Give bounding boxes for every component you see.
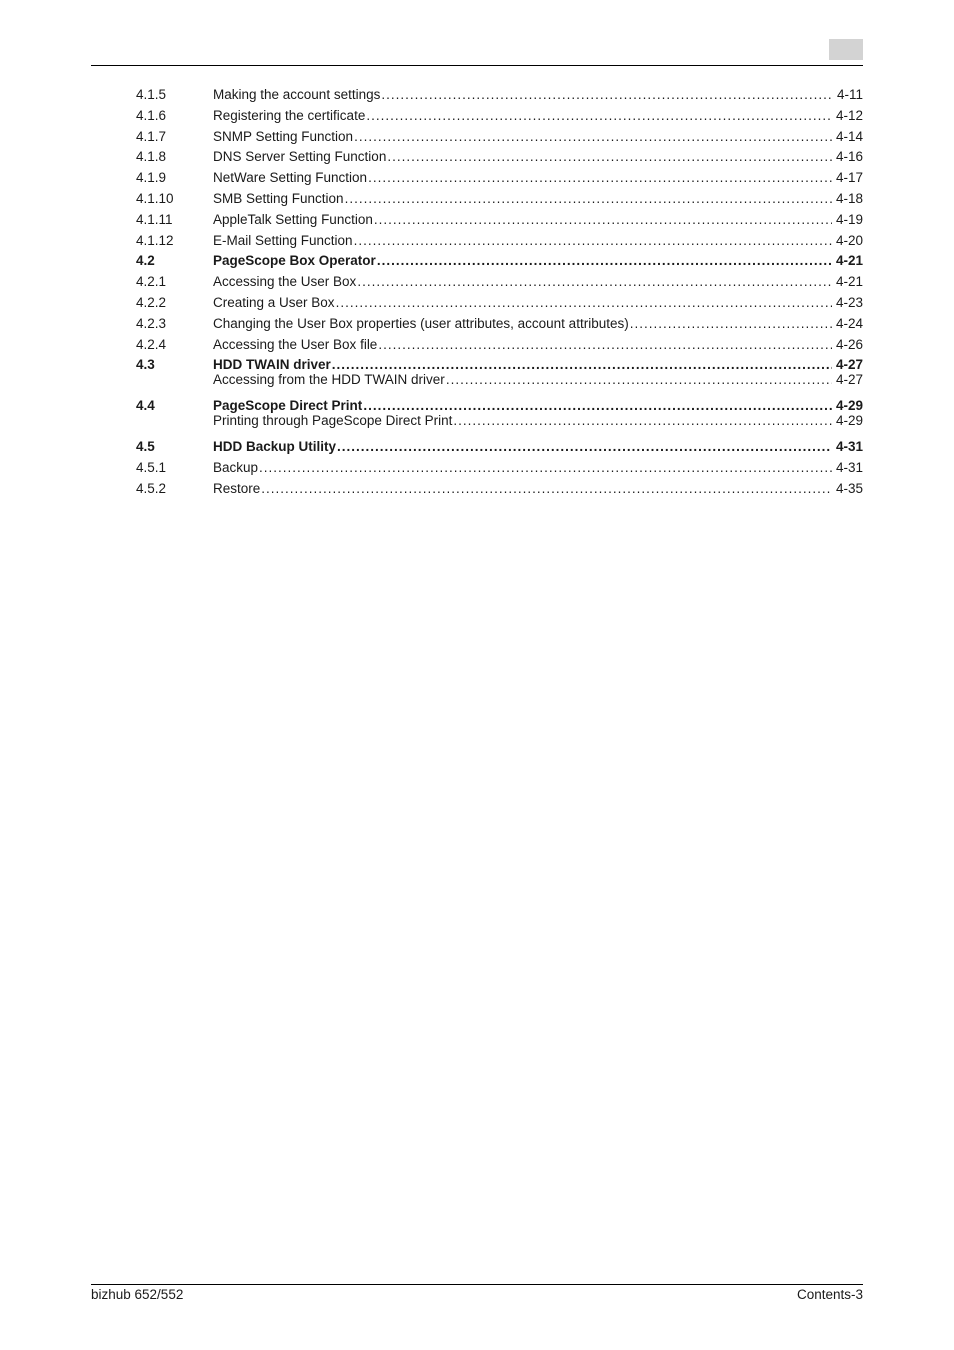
- toc-entry-number: 4.1.5: [136, 87, 167, 102]
- toc-entry[interactable]: [136, 314, 863, 335]
- toc-entry[interactable]: [136, 127, 863, 148]
- toc-entry-number: 4.2.1: [136, 274, 167, 290]
- toc-entry[interactable]: [136, 147, 863, 168]
- toc-entry-number: 4.5.1: [136, 459, 167, 475]
- dot-leader: [357, 272, 832, 293]
- toc-entry[interactable]: [136, 106, 863, 127]
- toc-entry-number: 4.1.12: [136, 232, 174, 248]
- toc-entry-number: 4.1.9: [136, 170, 167, 186]
- toc-entry-number: 4.2.3: [136, 315, 167, 331]
- toc-entry[interactable]: [136, 293, 863, 314]
- dot-leader: [381, 85, 833, 106]
- toc-entry-number: 4.5: [136, 438, 155, 454]
- toc-entry[interactable]: [136, 272, 863, 293]
- toc-entry-title: Registering the certificate: [213, 107, 366, 123]
- toc-entry-title: Changing the User Box properties (user attributes, account attributes): [213, 315, 629, 331]
- toc-entry-title: NetWare Setting Function: [213, 170, 368, 186]
- toc-entry-page: 4-12: [835, 107, 863, 123]
- toc-entry-title: E-Mail Setting Function: [213, 232, 353, 248]
- toc-entry-number: 4.2: [136, 253, 155, 269]
- toc-entry-title: Accessing from the HDD TWAIN driver: [213, 372, 445, 388]
- toc-entry[interactable]: [136, 413, 863, 429]
- toc-entry-number: 4.3: [136, 357, 155, 373]
- toc-entry-page: 4-21: [835, 274, 863, 290]
- toc-entry-number: 4.2.4: [136, 336, 167, 352]
- toc-entry-number: 4.1.11: [136, 211, 173, 227]
- dot-leader: [453, 413, 832, 429]
- toc-entry-page: 4-35: [835, 480, 863, 496]
- toc-entry-title: SMB Setting Function: [213, 190, 344, 206]
- toc-entry-title: HDD Backup Utility: [213, 438, 337, 454]
- toc-entry-title: HDD TWAIN driver: [213, 357, 331, 373]
- toc-entry[interactable]: [136, 85, 863, 106]
- dot-leader: [259, 458, 832, 479]
- dot-leader: [377, 251, 832, 272]
- toc-entry-page: 4-26: [835, 336, 863, 352]
- toc-entry-number: 4.5.2: [136, 480, 167, 496]
- toc-entry-page: 4-18: [835, 190, 863, 206]
- footer-page-number: Contents-3: [796, 1287, 863, 1302]
- toc-entry[interactable]: [136, 458, 863, 479]
- toc-entry-number: 4.1.10: [136, 190, 174, 206]
- toc-entry[interactable]: [136, 210, 863, 231]
- footer-model-name: bizhub 652/552: [91, 1287, 184, 1302]
- toc-entry[interactable]: [136, 372, 863, 388]
- toc-entry[interactable]: [136, 479, 863, 500]
- chapter-tab-marker: [829, 39, 863, 60]
- toc-entry-title: Creating a User Box: [213, 294, 335, 310]
- dot-leader: [387, 147, 832, 168]
- toc-entry[interactable]: [136, 231, 863, 252]
- dot-leader: [336, 293, 832, 314]
- toc-entry-title: Restore: [213, 480, 261, 496]
- toc-section-heading[interactable]: [136, 251, 863, 272]
- toc-entry[interactable]: [136, 335, 863, 356]
- toc-entry[interactable]: [136, 189, 863, 210]
- dot-leader: [366, 106, 832, 127]
- toc-entry-number: 4.4: [136, 398, 155, 414]
- dot-leader: [630, 314, 832, 335]
- dot-leader: [368, 168, 832, 189]
- toc-entry-number: 4.1.6: [136, 107, 167, 123]
- toc-entry-page: 4-14: [835, 128, 863, 144]
- toc-entry-title: Printing through PageScope Direct Print: [213, 412, 453, 428]
- toc-entry-title: SNMP Setting Function: [213, 128, 354, 144]
- toc-entry-title: Making the account settings: [213, 87, 381, 102]
- toc-entry-title: PageScope Box Operator: [213, 253, 376, 269]
- table-of-contents: [136, 85, 863, 499]
- toc-entry-title: PageScope Direct Print: [213, 398, 363, 414]
- toc-entry-title: Accessing the User Box: [213, 274, 357, 290]
- dot-leader: [337, 437, 832, 458]
- dot-leader: [345, 189, 832, 210]
- dot-leader: [261, 479, 832, 500]
- toc-entry-page: 4-29: [835, 398, 863, 414]
- toc-entry-page: 4-19: [835, 211, 863, 227]
- toc-entry-page: 4-29: [835, 412, 863, 428]
- toc-entry-page: 4-31: [835, 438, 863, 454]
- toc-entry-title: AppleTalk Setting Function: [213, 211, 373, 227]
- toc-entry-title: Accessing the User Box file: [213, 336, 378, 352]
- toc-entry-page: 4-17: [835, 170, 863, 186]
- toc-entry-number: 4.1.7: [136, 128, 167, 144]
- header-rule: [91, 65, 863, 66]
- toc-entry-page: 4-27: [835, 372, 863, 388]
- toc-entry[interactable]: [136, 168, 863, 189]
- toc-entry-page: 4-21: [835, 253, 863, 269]
- toc-entry-number: 4.2.2: [136, 294, 167, 310]
- toc-entry-number: 4.1.8: [136, 149, 167, 165]
- toc-entry-page: 4-23: [835, 294, 863, 310]
- toc-entry-page: 4-16: [835, 149, 863, 165]
- dot-leader: [354, 127, 832, 148]
- dot-leader: [354, 231, 832, 252]
- dot-leader: [446, 372, 832, 388]
- toc-entry-page: 4-27: [835, 357, 863, 373]
- footer-rule: [91, 1284, 863, 1285]
- toc-entry-title: DNS Server Setting Function: [213, 149, 387, 165]
- dot-leader: [378, 335, 832, 356]
- toc-entry-page: 4-20: [835, 232, 863, 248]
- toc-entry-page: 4-24: [835, 315, 863, 331]
- toc-entry-page: 4-31: [835, 459, 863, 475]
- toc-entry-title: Backup: [213, 459, 259, 475]
- toc-entry-page: 4-11: [836, 87, 863, 102]
- dot-leader: [374, 210, 832, 231]
- toc-section-heading[interactable]: [136, 437, 863, 458]
